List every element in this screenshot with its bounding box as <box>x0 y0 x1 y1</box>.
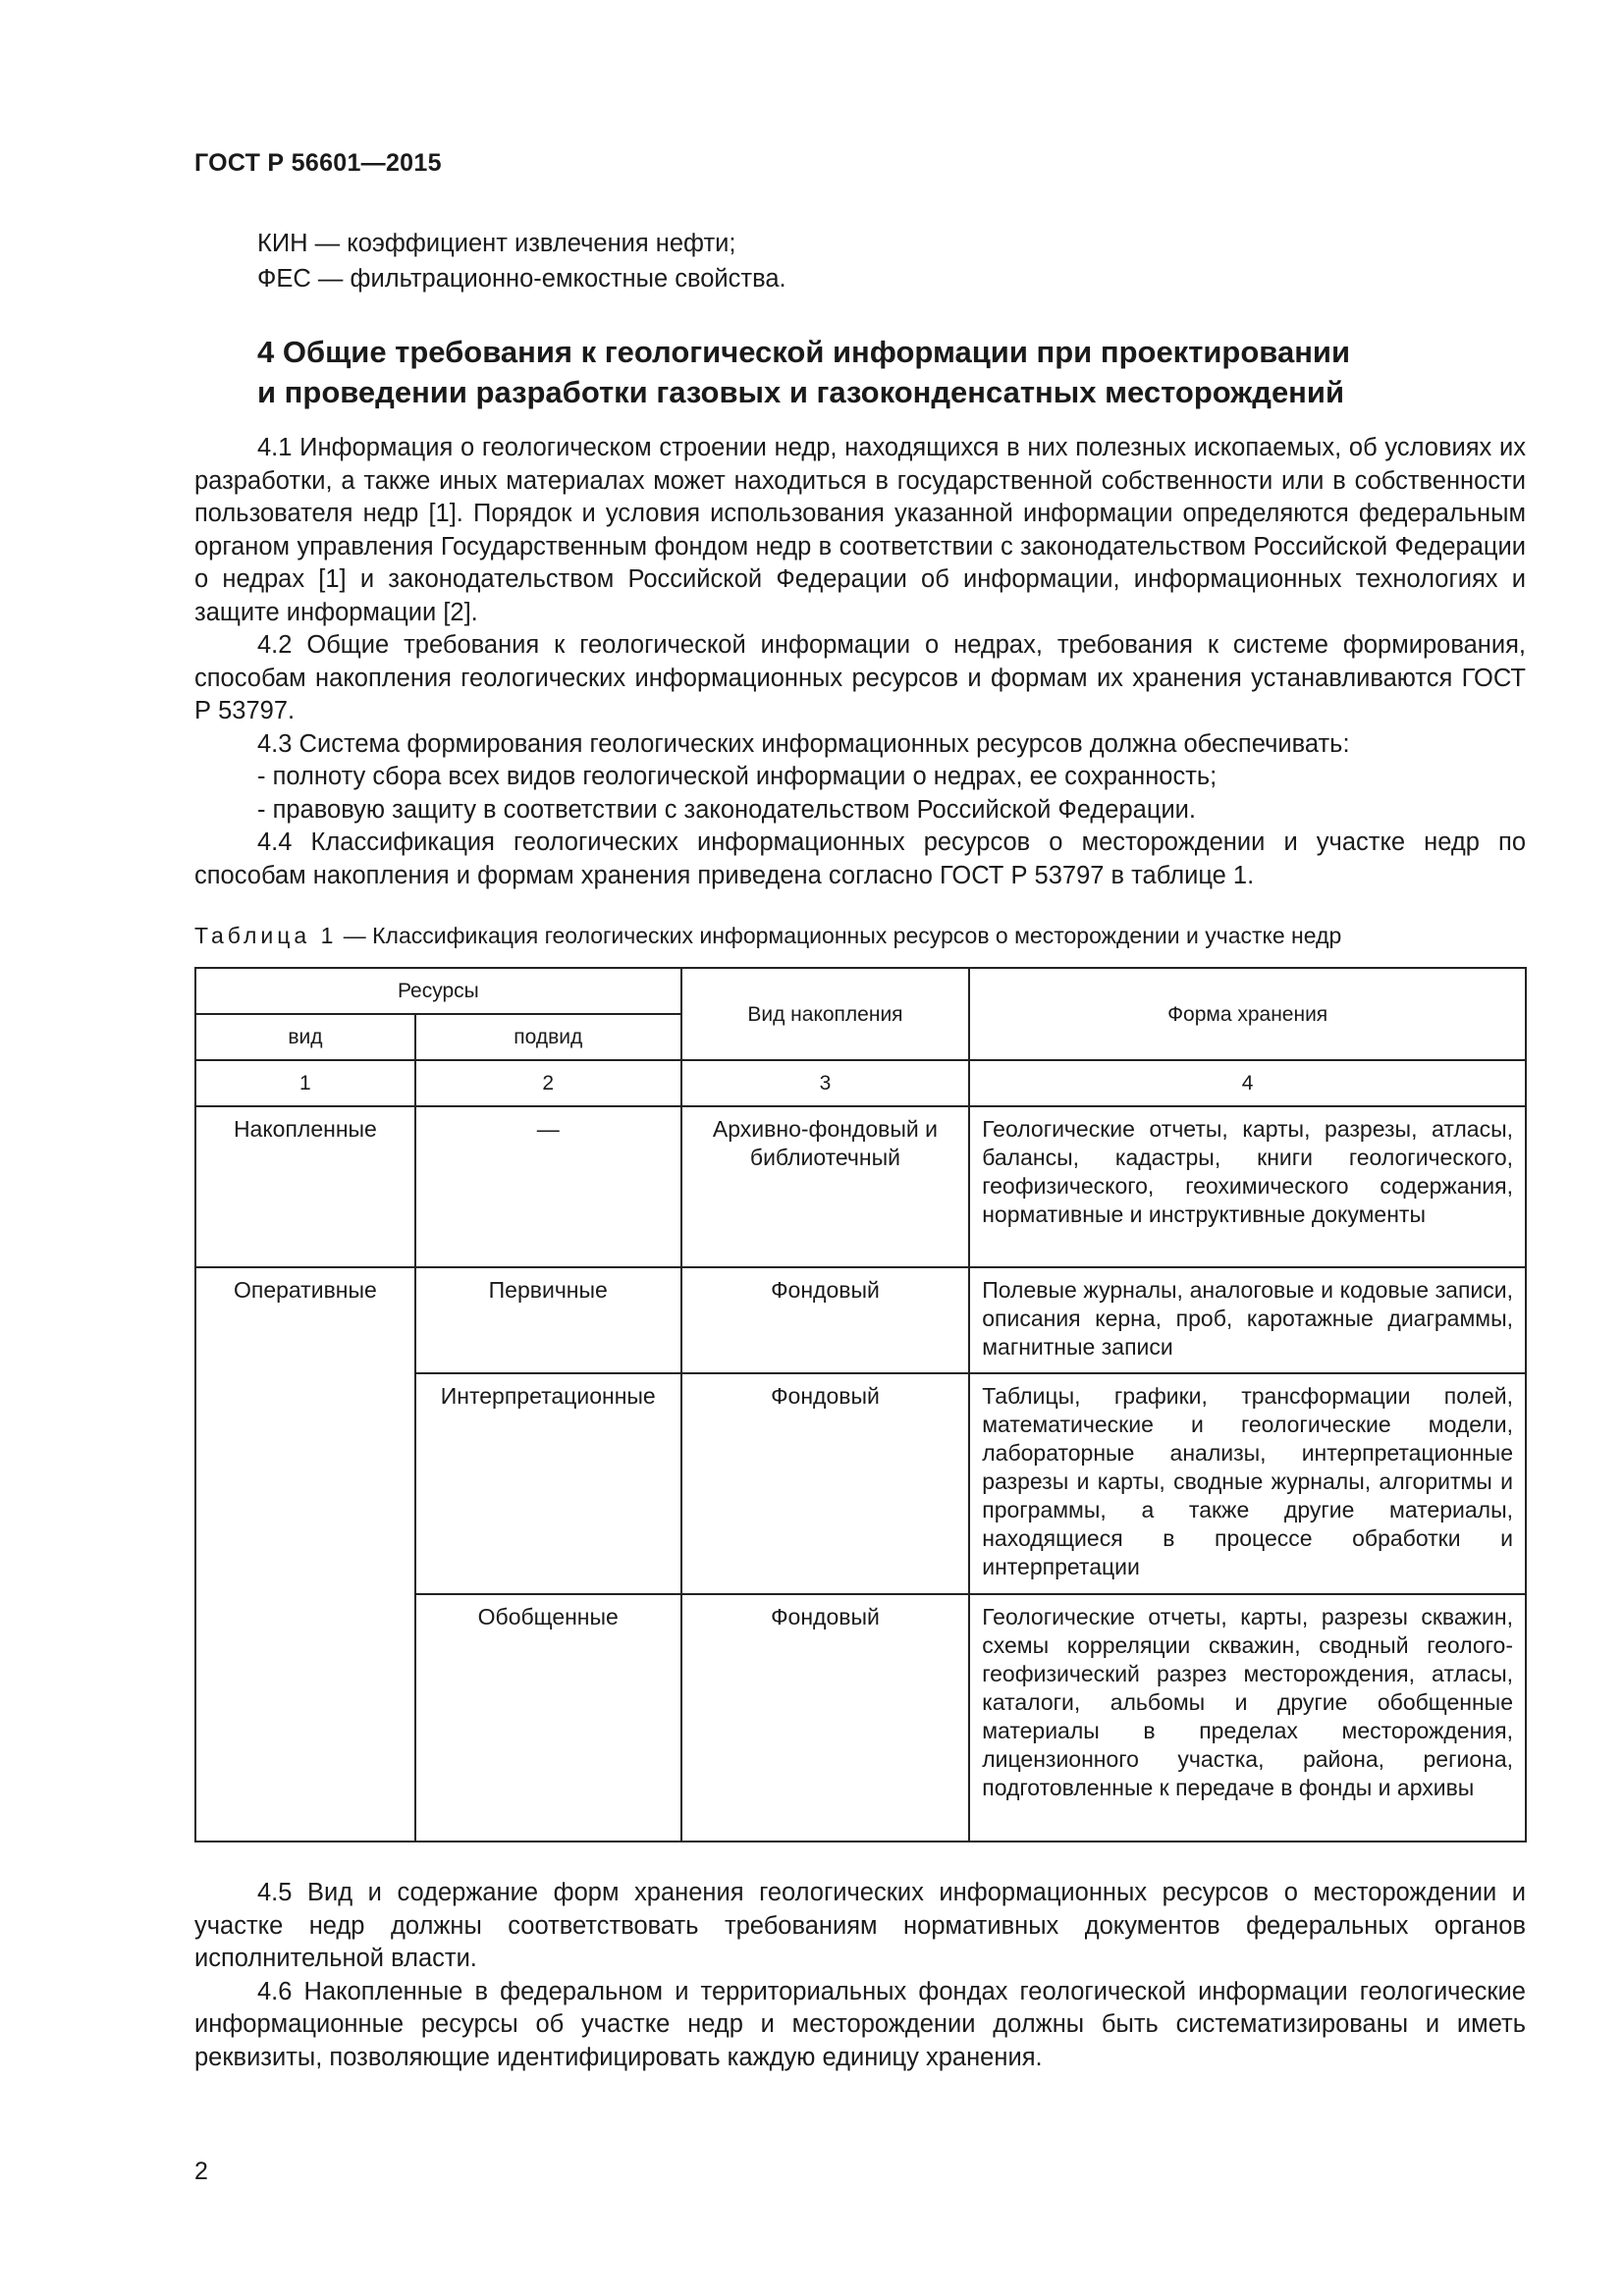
table-caption-text: — Классификация геологических информационных ресурсов о месторождении и участке недр <box>337 923 1342 948</box>
cell-accumulation: Фондовый <box>681 1267 970 1373</box>
paragraph-4-4: 4.4 Классификация геологических информационных ресурсов о месторождении и участке недр по способам накопления и формам хранения приведена согласно ГОСТ Р 53797 в таблице 1. <box>194 828 1526 889</box>
cell-storage: Полевые журналы, аналоговые и кодовые записи, описания керна, проб, каротажные диаграммы, магнитные записи <box>969 1267 1526 1373</box>
header-storage: Форма хранения <box>969 968 1526 1060</box>
paragraph-4-5: 4.5 Вид и содержание форм хранения геологических информационных ресурсов о месторождении и участке недр должны соответствовать требованиям нормативных документов федеральных органов исполнительной власти. <box>194 1879 1526 1972</box>
abbreviation-kin: КИН — коэффициент извлечения нефти; <box>257 230 736 257</box>
cell-storage: Геологические отчеты, карты, разрезы, атласы, балансы, кадастры, книги геологического, геофизического, геохимического содержания, нормативные и инструктивные документы <box>969 1106 1526 1267</box>
cell-storage: Геологические отчеты, карты, разрезы скважин, схемы корреляции скважин, сводный геолого-геофизический разрез месторождения, атласы, каталоги, альбомы и другие обобщенные материалы в пределах месторождения, лицензионного участка, района, региона, подготовленные к передаче в фонды и архивы <box>969 1594 1526 1842</box>
abbreviations-list <box>257 226 786 296</box>
table-row <box>195 1106 1526 1267</box>
paragraph-4-3: 4.3 Система формирования геологических информационных ресурсов должна обеспечивать: <box>257 729 1350 758</box>
header-subkind: подвид <box>415 1014 681 1060</box>
cell-subkind: Интерпретационные <box>415 1373 681 1594</box>
cell-accumulation: Фондовый <box>681 1594 970 1842</box>
header-accumulation: Вид накопления <box>681 968 970 1060</box>
document-code-header: ГОСТ Р 56601—2015 <box>194 149 442 177</box>
table-caption-label: Таблица 1 <box>194 923 338 948</box>
paragraph-4-1: 4.1 Информация о геологическом строении недр, находящихся в них полезных ископаемых, об условиях их разработки, а также иных материалах может находиться в государственной собственности или в собственности пользователя недр [1]. Порядок и условия использования указанной информации определяются федеральным органом управления Государственным фондом недр в соответствии с законодательством Российской Федерации о недрах [1] и законодательством Российской Федерации об информации, информационных технологиях и защите информации [2]. <box>194 434 1526 626</box>
cell-storage: Таблицы, графики, трансформации полей, математические и геологические модели, лабораторные анализы, интерпретационные разрезы и карты, сводные журналы, алгоритмы и программы, а также другие материалы, находящиеся в процессе обработки и интерпретации <box>969 1373 1526 1594</box>
column-number-3: 3 <box>681 1060 970 1106</box>
table-caption <box>194 923 1341 949</box>
cell-subkind: Первичные <box>415 1267 681 1373</box>
abbreviation-fes: ФЕС — фильтрационно-емкостные свойства. <box>257 265 786 293</box>
header-resources: Ресурсы <box>195 968 681 1014</box>
list-item-completeness: - полноту сбора всех видов геологической информации о недрах, ее сохранность; <box>257 763 1218 790</box>
cell-kind: Оперативные <box>195 1267 415 1842</box>
column-number-4: 4 <box>969 1060 1526 1106</box>
header-kind: вид <box>195 1014 415 1060</box>
body-text-before-table <box>194 432 1526 892</box>
table-row <box>195 1267 1526 1373</box>
body-text-after-table <box>194 1877 1526 2074</box>
page-number: 2 <box>194 2158 208 2185</box>
cell-kind: Накопленные <box>195 1106 415 1267</box>
column-number-2: 2 <box>415 1060 681 1106</box>
cell-accumulation: Архивно-фондовый и библиотечный <box>681 1106 970 1267</box>
resources-classification-table <box>194 967 1527 1842</box>
cell-subkind: — <box>415 1106 681 1267</box>
cell-accumulation: Фондовый <box>681 1373 970 1594</box>
column-number-1: 1 <box>195 1060 415 1106</box>
paragraph-4-2: 4.2 Общие требования к геологической информации о недрах, требования к системе формирования, способам накопления геологических информационных ресурсов и формам их хранения устанавливаются ГОСТ Р 53797. <box>194 631 1526 724</box>
paragraph-4-6: 4.6 Накопленные в федеральном и территориальных фондах геологической информации геологические информационные ресурсы об участке недр и месторождении должны быть систематизированы и иметь реквизиты, позволяющие идентифицировать каждую единицу хранения. <box>194 1977 1526 2071</box>
section-title-line-1: 4 Общие требования к геологической информации при проектировании <box>257 335 1351 369</box>
cell-subkind: Обобщенные <box>415 1594 681 1842</box>
list-item-legal-protection: - правовую защиту в соответствии с законодательством Российской Федерации. <box>257 795 1197 824</box>
section-title <box>257 332 1494 412</box>
section-title-line-2: и проведении разработки газовых и газоконденсатных месторождений <box>257 375 1345 409</box>
